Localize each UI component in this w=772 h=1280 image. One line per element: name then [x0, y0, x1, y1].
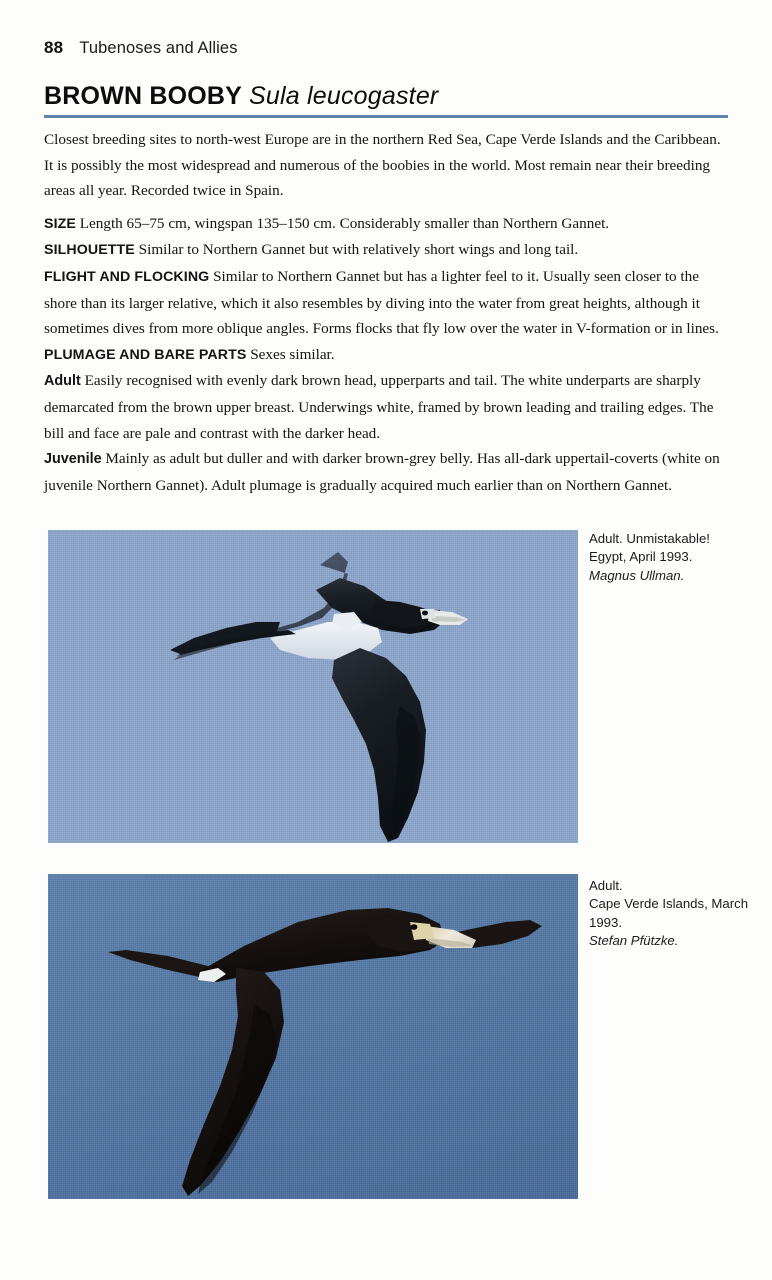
- plumage-body: Sexes similar.: [250, 345, 335, 363]
- species-account-text: [44, 127, 730, 498]
- near-wing-leading-edge: [170, 622, 280, 654]
- intro-text: Closest breeding sites to north-west Europe are in the northern Red Sea, Cape Verde Islands and the Caribbean. It is possibly the most widespread and numerous of the boobies in the world. Most remain near their breeding areas all year. Recorded twice in Spain.: [44, 131, 721, 200]
- brown-booby-underside-illustration: [48, 530, 578, 843]
- size-body: Length 65–75 cm, wingspan 135–150 cm. Considerably smaller than Northern Gannet.: [79, 214, 610, 232]
- paragraph-silhouette: [44, 237, 730, 264]
- caption-2-line1: Adult.: [589, 878, 623, 893]
- near-wing: [182, 968, 284, 1196]
- running-head: [44, 38, 238, 58]
- caption-2-credit: Stefan Pfützke.: [589, 933, 679, 949]
- eye: [411, 924, 418, 930]
- eye: [422, 611, 428, 616]
- far-wing-tip: [108, 950, 208, 978]
- caption-1-credit: Magnus Ullman.: [589, 567, 685, 583]
- photo-adult-upperside: [48, 874, 578, 1199]
- flight-label: FLIGHT AND FLOCKING: [44, 268, 210, 285]
- caption-photo-1: [589, 530, 767, 585]
- juvenile-body: Mainly as adult but duller and with darker brown-grey belly. Has all-dark uppertail-coverts (white on juvenile Northern Gannet). Adult plumage is gradually acquired much earlier than on Northern Gannet.: [44, 450, 720, 494]
- paragraph-intro: [44, 127, 730, 204]
- species-scientific-name: Sula leucogaster: [249, 82, 439, 110]
- section-title: Tubenoses and Allies: [79, 39, 238, 57]
- brown-booby-upperside-illustration: [48, 874, 578, 1199]
- adult-body: Easily recognised with evenly dark brown head, upperparts and tail. The white underparts are sharply demarcated from the brown upper breast. Underwings white, framed by brown leading and trailing edges. The bill and face are pale and contrast with the darker head.: [44, 372, 714, 442]
- paragraph-plumage: [44, 342, 730, 369]
- size-label: SIZE: [44, 215, 76, 232]
- plumage-label: PLUMAGE AND BARE PARTS: [44, 346, 247, 363]
- paragraph-juvenile: [44, 446, 730, 498]
- flight-body: Similar to Northern Gannet but has a lighter feel to it. Usually seen closer to the shore than its larger relative, which it also resembles by diving into the water from great heights, although it sometimes dives from more oblique angles. Forms flocks that fly low over the water in V-formation or in lines.: [44, 267, 719, 338]
- title-divider: [44, 115, 728, 118]
- paragraph-flight: [44, 264, 730, 342]
- silhouette-body: Similar to Northern Gannet but with relatively short wings and long tail.: [138, 241, 579, 259]
- species-common-name: BROWN BOOBY: [44, 82, 243, 110]
- paragraph-adult: [44, 368, 730, 446]
- caption-1-line1: Adult. Unmistakable!: [589, 531, 710, 546]
- caption-2-line2: Cape Verde Islands, March 1993.: [589, 896, 752, 930]
- adult-label: Adult: [44, 373, 81, 390]
- photo-adult-underside: [48, 530, 578, 843]
- juvenile-label: Juvenile: [44, 451, 102, 468]
- page-title: [44, 82, 744, 111]
- caption-photo-2: [589, 877, 767, 951]
- paragraph-size: [44, 211, 730, 238]
- silhouette-label: SILHOUETTE: [44, 242, 135, 259]
- page-number: 88: [44, 38, 64, 57]
- caption-1-line2: Egypt, April 1993.: [589, 549, 693, 565]
